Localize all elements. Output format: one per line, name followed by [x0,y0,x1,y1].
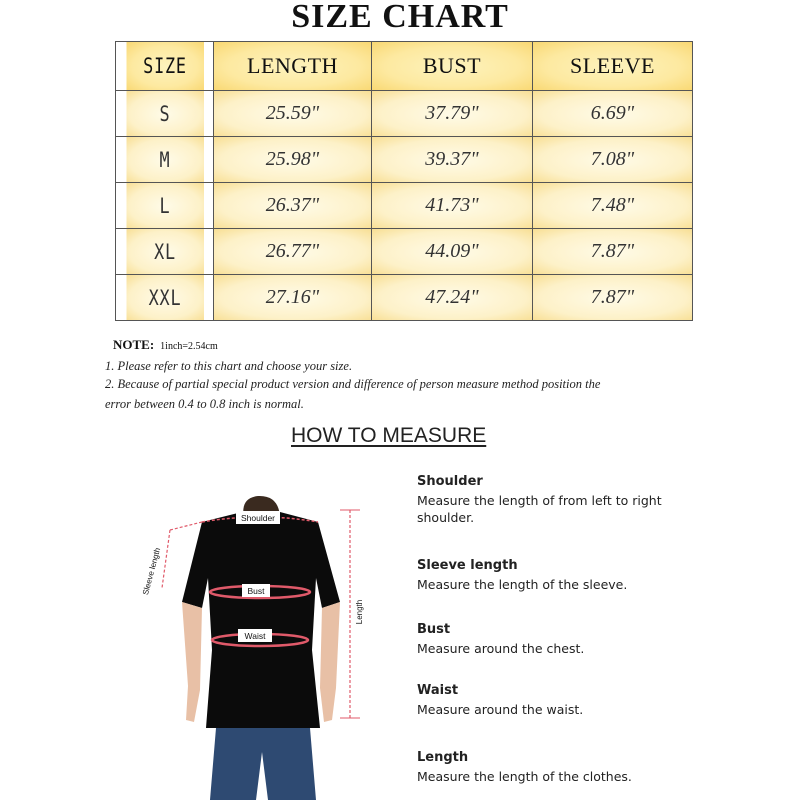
length-cell: 26.37" [214,183,372,229]
column-header-size: SIZE [125,42,203,91]
size-cell: M [125,137,203,183]
list-item [417,558,787,593]
table-row [116,91,693,137]
model-arm-right [320,602,340,722]
table-header-row [116,42,693,91]
note [113,337,218,353]
figure-label-sleeve-length: Sleeve length [140,546,163,596]
column-header-sleeve: SLEEVE [533,42,693,91]
note-label: NOTE: [113,337,155,352]
measure-desc-sleeve-length: Measure the length of the sleeve. [417,577,628,592]
measure-heading-length: Length [417,750,469,765]
bust-cell: 37.79" [372,91,533,137]
size-chart-table [115,41,693,321]
list-item [417,622,787,657]
measure-heading-shoulder: Shoulder [417,474,483,489]
size-cell: XL [125,229,203,275]
measure-heading-bust: Bust [417,622,451,637]
measure-heading-waist: Waist [417,683,459,698]
measure-heading-sleeve-length: Sleeve length [417,558,518,573]
model-arm-left [182,602,202,722]
note-conversion: 1inch=2.54cm [160,341,218,352]
column-header-length: LENGTH [214,42,372,91]
model-jeans [210,728,316,800]
table-row [116,137,693,183]
tshirt [182,512,340,728]
sleeve-cell: 7.87" [533,275,693,321]
sleeve-cell: 6.69" [533,91,693,137]
length-cell: 26.77" [214,229,372,275]
table-row [116,229,693,275]
page-title: SIZE CHART [291,0,509,35]
figure-label-shoulder: Shoulder [240,513,276,523]
note-line-3: error between 0.4 to 0.8 inch is normal. [105,397,304,411]
tshirt-measure-figure [140,490,380,800]
size-cell: L [125,183,203,229]
how-to-measure-title: HOW TO MEASURE [291,424,487,447]
sleeve-cell: 7.87" [533,229,693,275]
table-row [116,275,693,321]
bust-cell: 39.37" [372,137,533,183]
figure-label-length: Length [355,599,364,625]
measure-desc-length: Measure the length of the clothes. [417,769,632,784]
size-cell: S [125,91,203,137]
measure-desc-bust: Measure around the chest. [417,641,585,656]
figure-label-waist: Waist [244,631,266,641]
measure-desc-waist: Measure around the waist. [417,702,584,717]
column-header-bust: BUST [372,42,533,91]
note-line-1: 1. Please refer to this chart and choose your size. [105,359,353,373]
length-cell: 25.98" [214,137,372,183]
figure-label-bust: Bust [247,586,265,596]
bust-cell: 41.73" [372,183,533,229]
length-cell: 25.59" [214,91,372,137]
size-cell: XXL [125,275,203,321]
list-item [417,750,787,785]
measure-desc-shoulder: Measure the length of from left to right shoulder. [417,493,662,525]
table-row [116,183,693,229]
sleeve-cell: 7.08" [533,137,693,183]
sleeve-cell: 7.48" [533,183,693,229]
list-item [417,474,787,526]
length-cell: 27.16" [214,275,372,321]
bust-cell: 44.09" [372,229,533,275]
bust-cell: 47.24" [372,275,533,321]
note-line-2: 2. Because of partial special product version and difference of person measure method position the [105,377,601,391]
list-item [417,683,787,718]
